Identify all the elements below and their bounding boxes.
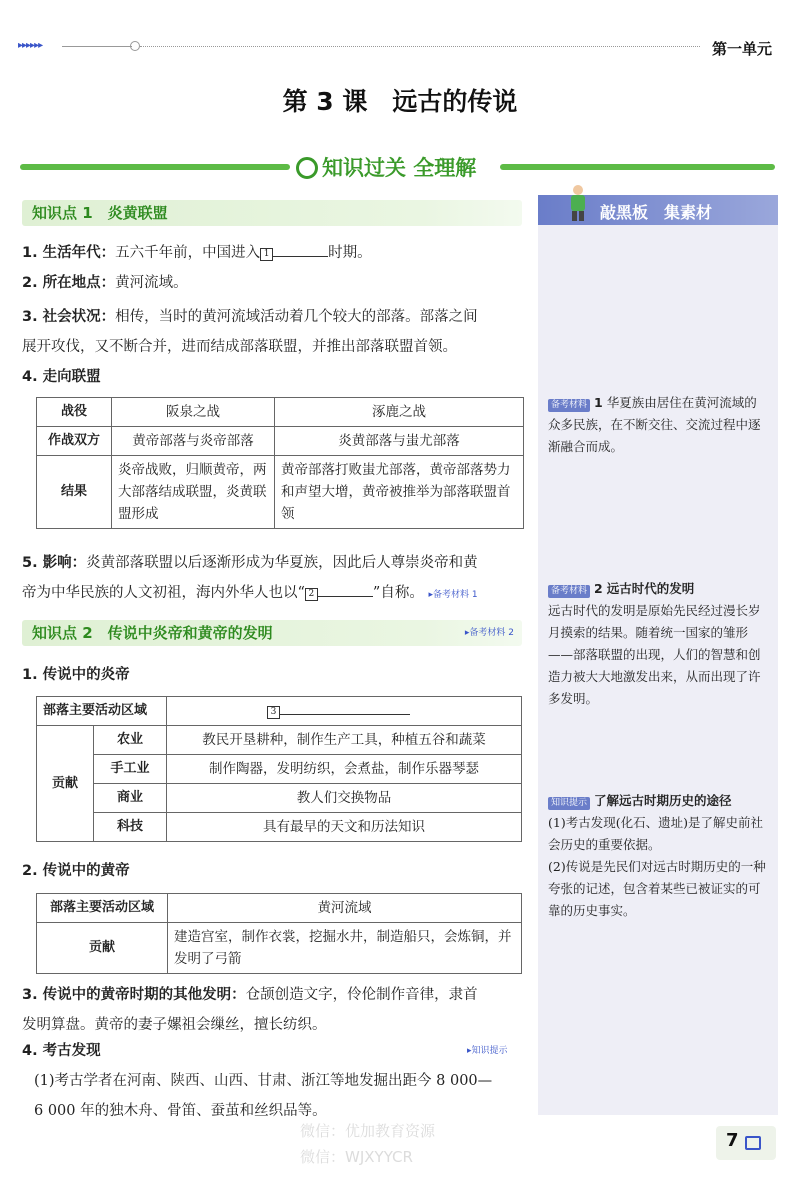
blank-number: 2: [305, 588, 318, 601]
table-header-cell: 战役: [37, 398, 112, 427]
item-text: 五六千年前，中国进入: [115, 245, 261, 261]
table-cell: 涿鹿之战: [275, 398, 524, 427]
item-label: 4. 走向联盟: [22, 369, 101, 385]
page-number: 7: [726, 1130, 739, 1151]
table-cell: 建造宫室，制作衣裳，挖掘水井，制造船只，会炼铜，并发明了弓箭: [168, 923, 522, 974]
header-dotted-rule: [140, 46, 700, 47]
item-text: 展开攻伐，又不断合并，进而结成部落联盟，并推出部落联盟首领。: [22, 339, 457, 355]
section-title-text: 知识过关 全理解: [322, 156, 477, 180]
table-cell: 炎帝战败，归顺黄帝，两大部落结成联盟，炎黄联盟形成: [112, 456, 275, 529]
kp2-sub-4: [22, 1036, 527, 1066]
table-row: [37, 894, 522, 923]
table-header-cell: 结果: [37, 456, 112, 529]
table-row: [37, 784, 522, 813]
table-row: [37, 755, 522, 784]
knowledge-tip: [548, 790, 768, 922]
table-cell: 具有最早的天文和历法知识: [167, 813, 522, 842]
unit-label: 第一单元: [712, 40, 773, 58]
item-label: 2. 传说中的黄帝: [22, 863, 130, 879]
table-row: [37, 398, 524, 427]
table-header-cell: 贡献: [37, 923, 168, 974]
header-arrows: ▸▸▸▸▸▸: [18, 40, 43, 51]
item-label: 3. 传说中的黄帝时期的其他发明：: [22, 987, 246, 1003]
item-text: 相传，当时的黄河流域活动着几个较大的部落。部落之间: [115, 309, 478, 325]
table-header-cell: 商业: [94, 784, 167, 813]
item-text: 时期。: [328, 245, 372, 261]
blank-number: 3: [267, 706, 280, 719]
knowledge-tip-ref[interactable]: ▸知识提示: [467, 1046, 508, 1056]
table-header-cell: 部落主要活动区域: [37, 697, 167, 726]
book-icon: [745, 1136, 761, 1150]
item-text: (1)考古学者在河南、陕西、山西、甘肃、浙江等地发掘出距今 8 000—: [34, 1073, 493, 1089]
header-rule: [62, 46, 132, 47]
blank-number: 1: [260, 248, 273, 261]
material-1: [548, 392, 768, 458]
table-cell: 黄河流域: [168, 894, 522, 923]
kp2-sub-2: [22, 856, 527, 886]
section-bar-right: [500, 164, 775, 170]
lesson-title: 第 3 课 远古的传说: [282, 87, 518, 116]
watermark-line-2: 微信：WJXYYCR: [300, 1148, 413, 1166]
kp1-item-2: [22, 268, 527, 298]
yandi-table: [36, 696, 522, 842]
table-row: [37, 923, 522, 974]
table-row: [37, 456, 524, 529]
table-cell: 制作陶器，发明纺织，会煮盐，制作乐器琴瑟: [167, 755, 522, 784]
sidebar-title: 敲黑板 集素材: [600, 203, 713, 222]
item-label: 1. 生活年代：: [22, 245, 116, 261]
item-text: 黄河流域。: [115, 275, 188, 291]
table-row: [37, 726, 522, 755]
item-text: 6 000 年的独木舟、骨笛、蚕茧和丝织品等。: [34, 1103, 327, 1119]
table-cell: 阪泉之战: [112, 398, 275, 427]
huangdi-table: [36, 893, 522, 974]
item-text: 帝为中华民族的人文初祖，海内外华人也以“: [22, 585, 305, 601]
answer-blank[interactable]: [280, 700, 410, 715]
answer-blank[interactable]: [318, 582, 373, 597]
item-text: 炎黄部落联盟以后逐渐形成为华夏族，因此后人尊崇炎帝和黄: [86, 555, 478, 571]
material-text: 华夏族由居住在黄河流域的众多民族，在不断交往、交流过程中逐渐融合而成。: [548, 395, 761, 454]
item-text: 仓颉创造文字，伶伦制作音律，隶首: [245, 987, 478, 1003]
kp1-heading: [22, 200, 522, 226]
alliance-table: [36, 397, 524, 529]
header-circle: [130, 41, 140, 51]
item-label: 3. 社会状况：: [22, 309, 116, 325]
item-label: 4. 考古发现: [22, 1043, 101, 1059]
kp2-sub-4-text: [34, 1066, 529, 1126]
table-header-cell: 贡献: [37, 726, 94, 842]
table-row: [37, 427, 524, 456]
tip-text: (2)传说是先民们对远古时期历史的一种夸张的记述，包含着某些已被证实的可靠的历史事实。: [548, 859, 766, 918]
kp1-item-4: [22, 362, 527, 392]
watermark-line-1: 微信：优加教育资源: [300, 1122, 436, 1140]
table-row: [37, 813, 522, 842]
kp2-title: 知识点 2 传说中炎帝和黄帝的发明: [32, 624, 273, 642]
table-header-cell: 部落主要活动区域: [37, 894, 168, 923]
table-row: [37, 697, 522, 726]
material-text: 远古时代的发明是原始先民经过漫长岁月摸索的结果。随着统一国家的雏形——部落联盟的出现，人们的智慧和创造力被大大地激发出来，从而出现了许多发明。: [548, 603, 761, 706]
table-cell: 教人们交换物品: [167, 784, 522, 813]
tip-text: (1)考古发现(化石、遗址)是了解史前社会历史的重要依据。: [548, 815, 763, 852]
kp1-item-3: [22, 302, 527, 362]
kp2-heading: [22, 620, 522, 646]
table-header-cell: 农业: [94, 726, 167, 755]
material-2: [548, 578, 768, 710]
teacher-icon: [566, 184, 590, 222]
item-label: 5. 影响：: [22, 555, 87, 571]
table-cell: 教民开垦耕种，制作生产工具，种植五谷和蔬菜: [167, 726, 522, 755]
table-cell: 黄帝部落打败蚩尤部落，黄帝部落势力和声望大增，黄帝被推举为部落联盟首领: [275, 456, 524, 529]
section-bar-left: [20, 164, 290, 170]
table-header-cell: 手工业: [94, 755, 167, 784]
kp2-sub-3: [22, 980, 527, 1040]
item-text: 发明算盘。黄帝的妻子嫘祖会缫丝，擅长纺织。: [22, 1017, 327, 1033]
item-label: 1. 传说中的炎帝: [22, 667, 130, 683]
material-number: 2: [594, 581, 603, 596]
table-cell: 炎黄部落与蚩尤部落: [275, 427, 524, 456]
material-number: 1: [594, 395, 603, 410]
material-tag: 备考材料: [548, 585, 590, 598]
tip-tag: 知识提示: [548, 797, 590, 810]
answer-blank[interactable]: [273, 242, 328, 257]
section-title: [296, 152, 476, 182]
kp1-item-1: [22, 238, 527, 268]
kp1-item-5: [22, 548, 527, 610]
tip-title: 了解远古时期历史的途径: [594, 793, 732, 808]
item-text: ”自称。: [372, 585, 424, 601]
table-cell: 黄帝部落与炎帝部落: [112, 427, 275, 456]
kp2-sub-1: [22, 660, 527, 690]
table-header-cell: 科技: [94, 813, 167, 842]
refresh-icon: [296, 157, 318, 179]
table-header-cell: 作战双方: [37, 427, 112, 456]
item-label: 2. 所在地点：: [22, 275, 116, 291]
material-tag: 备考材料: [548, 399, 590, 412]
material-ref[interactable]: ▸备考材料 2: [464, 628, 514, 638]
material-ref[interactable]: ▸备考材料 1: [428, 590, 478, 600]
kp1-title: 知识点 1 炎黄联盟: [32, 204, 168, 222]
material-title: 远古时代的发明: [606, 581, 695, 596]
